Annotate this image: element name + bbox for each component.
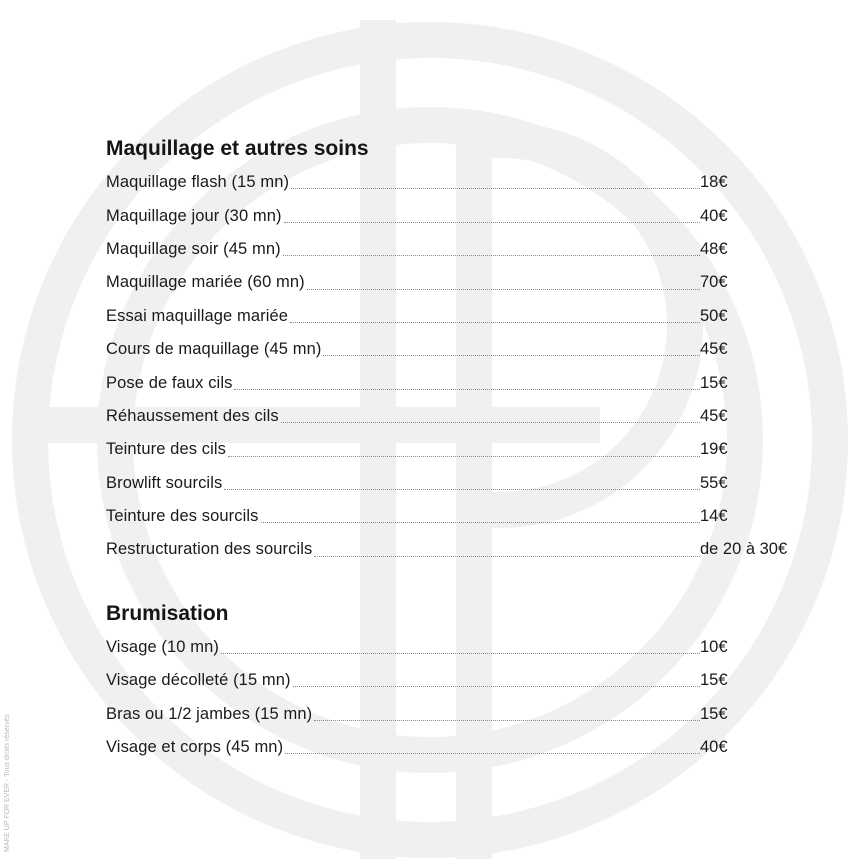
- service-price: 70€: [700, 273, 728, 292]
- price-row: [106, 433, 826, 466]
- price-row: [106, 697, 826, 730]
- service-name: Maquillage flash (15 mn): [106, 173, 290, 192]
- service-name: Essai maquillage mariée: [106, 306, 289, 325]
- service-price: 40€: [700, 206, 728, 225]
- service-price: 14€: [700, 507, 728, 526]
- dot-leader: [323, 355, 700, 356]
- dot-leader: [224, 489, 700, 490]
- service-price: 48€: [700, 239, 728, 258]
- service-name: Browlift sourcils: [106, 473, 223, 492]
- service-price: 50€: [700, 306, 728, 325]
- section-brumisation: [106, 597, 826, 765]
- dot-leader: [261, 522, 700, 523]
- price-row: [106, 731, 826, 764]
- dot-leader: [293, 686, 700, 687]
- service-name: Restructuration des sourcils: [106, 540, 313, 559]
- service-name: Réhaussement des cils: [106, 406, 279, 425]
- price-row: [106, 366, 826, 399]
- dot-leader: [284, 222, 700, 223]
- service-price: 15€: [700, 671, 728, 690]
- service-price: 19€: [700, 440, 728, 459]
- service-price: de 20 à 30€: [700, 540, 788, 559]
- price-row: [106, 631, 826, 664]
- service-name: Maquillage jour (30 mn): [106, 206, 282, 225]
- service-price: 15€: [700, 704, 728, 723]
- dot-leader: [281, 422, 700, 423]
- dot-leader: [221, 653, 700, 654]
- service-name: Maquillage soir (45 mn): [106, 239, 281, 258]
- price-row: [106, 500, 826, 533]
- service-price: 55€: [700, 473, 728, 492]
- service-name: Teinture des cils: [106, 440, 227, 459]
- price-row: [106, 166, 826, 199]
- service-name: Teinture des sourcils: [106, 507, 259, 526]
- dot-leader: [228, 456, 700, 457]
- section-title: Brumisation: [106, 601, 229, 625]
- price-row: [106, 233, 826, 266]
- price-row: [106, 199, 826, 232]
- price-list: [106, 132, 826, 764]
- service-name: Pose de faux cils: [106, 373, 233, 392]
- price-row: [106, 533, 826, 566]
- service-name: Maquillage mariée (60 mn): [106, 273, 305, 292]
- dot-leader: [307, 289, 700, 290]
- service-name: Visage et corps (45 mn): [106, 738, 284, 757]
- dot-leader: [285, 753, 700, 754]
- price-rows: [106, 166, 826, 567]
- service-name: Bras ou 1/2 jambes (15 mn): [106, 704, 313, 723]
- service-price: 45€: [700, 406, 728, 425]
- dot-leader: [314, 720, 700, 721]
- service-price: 40€: [700, 738, 728, 757]
- dot-leader: [291, 188, 700, 189]
- price-row: [106, 333, 826, 366]
- price-row: [106, 300, 826, 333]
- price-row: [106, 266, 826, 299]
- dot-leader: [234, 389, 700, 390]
- section-maquillage: [106, 132, 826, 567]
- dot-leader: [290, 322, 700, 323]
- dot-leader: [314, 556, 700, 557]
- price-rows: [106, 631, 826, 765]
- dot-leader: [283, 255, 700, 256]
- price-row: [106, 400, 826, 433]
- service-name: Cours de maquillage (45 mn): [106, 340, 322, 359]
- service-name: Visage décolleté (15 mn): [106, 671, 291, 690]
- service-price: 18€: [700, 173, 728, 192]
- service-price: 15€: [700, 373, 728, 392]
- service-price: 45€: [700, 340, 728, 359]
- service-name: Visage (10 mn): [106, 637, 219, 656]
- price-row: [106, 664, 826, 697]
- service-price: 10€: [700, 637, 728, 656]
- section-title: Maquillage et autres soins: [106, 137, 369, 160]
- copyright-note: MAKE UP FOR EVER - Tous droits réservés: [4, 714, 11, 852]
- price-row: [106, 467, 826, 500]
